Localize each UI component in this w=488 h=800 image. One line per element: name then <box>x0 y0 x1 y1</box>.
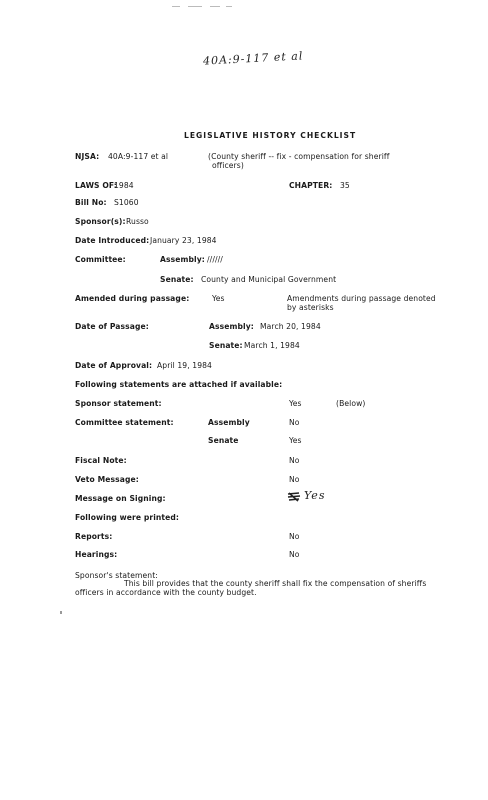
bill-no-value: S1060 <box>114 198 139 207</box>
amended-note-line2: by asterisks <box>287 303 334 312</box>
attached-heading: Following statements are attached if available: <box>75 380 283 389</box>
handwritten-header: 40A:9-117 et al <box>202 49 304 68</box>
amended-value: Yes <box>212 294 225 303</box>
scan-speck <box>210 6 220 7</box>
sponsors-label: Sponsor(s): <box>75 217 126 226</box>
statement-label: Sponsor's statement: <box>75 571 158 580</box>
reports-label: Reports: <box>75 532 113 541</box>
committee-statement-assembly-label: Assembly <box>208 418 250 427</box>
fiscal-note-value: No <box>289 456 300 465</box>
passage-assembly-value: March 20, 1984 <box>260 322 321 331</box>
scan-speck <box>172 6 180 7</box>
scan-speck <box>226 6 232 7</box>
committee-statement-label: Committee statement: <box>75 418 174 427</box>
scan-speck <box>60 611 62 614</box>
committee-statement-assembly-value: No <box>289 418 300 427</box>
hearings-label: Hearings: <box>75 550 118 559</box>
njsa-value: 40A:9-117 et al <box>108 152 169 161</box>
passage-assembly-label: Assembly: <box>209 322 254 331</box>
veto-message-value: No <box>289 475 300 484</box>
strikeout-mark-icon <box>287 491 301 503</box>
njsa-description-line1: (County sheriff -- fix - compensation for sheriff <box>208 152 390 161</box>
fiscal-note-label: Fiscal Note: <box>75 456 127 465</box>
date-of-approval-value: April 19, 1984 <box>157 361 212 370</box>
amended-label: Amended during passage: <box>75 294 190 303</box>
committee-label: Committee: <box>75 255 126 264</box>
date-of-passage-label: Date of Passage: <box>75 322 149 331</box>
passage-senate-value: March 1, 1984 <box>244 341 300 350</box>
chapter-value: 35 <box>340 181 350 190</box>
scan-speck <box>188 6 202 7</box>
sponsor-statement-note: (Below) <box>336 399 366 408</box>
committee-senate-label: Senate: <box>160 275 194 284</box>
amended-note-line1: Amendments during passage denoted <box>287 294 436 303</box>
committee-statement-senate-label: Senate <box>208 436 239 445</box>
committee-assembly-label: Assembly: <box>160 255 205 264</box>
njsa-label: NJSA: <box>75 152 100 161</box>
bill-no-label: Bill No: <box>75 198 107 207</box>
reports-value: No <box>289 532 300 541</box>
message-on-signing-label: Message on Signing: <box>75 494 166 503</box>
laws-of-label: LAWS OF: <box>75 181 117 190</box>
sponsors-value: Russo <box>126 217 149 226</box>
date-of-approval-label: Date of Approval: <box>75 361 153 370</box>
passage-senate-label: Senate: <box>209 341 243 350</box>
statement-line1: This bill provides that the county sheriff shall fix the compensation of sheriffs <box>124 579 427 588</box>
message-on-signing-value: Yes <box>304 489 326 502</box>
njsa-description-line2: officers) <box>212 161 244 170</box>
committee-statement-senate-value: Yes <box>289 436 302 445</box>
document-title: LEGISLATIVE HISTORY CHECKLIST <box>184 131 357 140</box>
date-introduced-label: Date Introduced: <box>75 236 150 245</box>
laws-of-value: 1984 <box>114 181 134 190</box>
sponsor-statement-label: Sponsor statement: <box>75 399 162 408</box>
date-introduced-value: January 23, 1984 <box>150 236 217 245</box>
hearings-value: No <box>289 550 300 559</box>
printed-heading: Following were printed: <box>75 513 180 522</box>
committee-senate-value: County and Municipal Government <box>201 275 337 284</box>
veto-message-label: Veto Message: <box>75 475 139 484</box>
statement-line2: officers in accordance with the county budget. <box>75 588 257 597</box>
sponsor-statement-value: Yes <box>289 399 302 408</box>
chapter-label: CHAPTER: <box>289 181 333 190</box>
committee-assembly-value: ////// <box>207 255 223 264</box>
